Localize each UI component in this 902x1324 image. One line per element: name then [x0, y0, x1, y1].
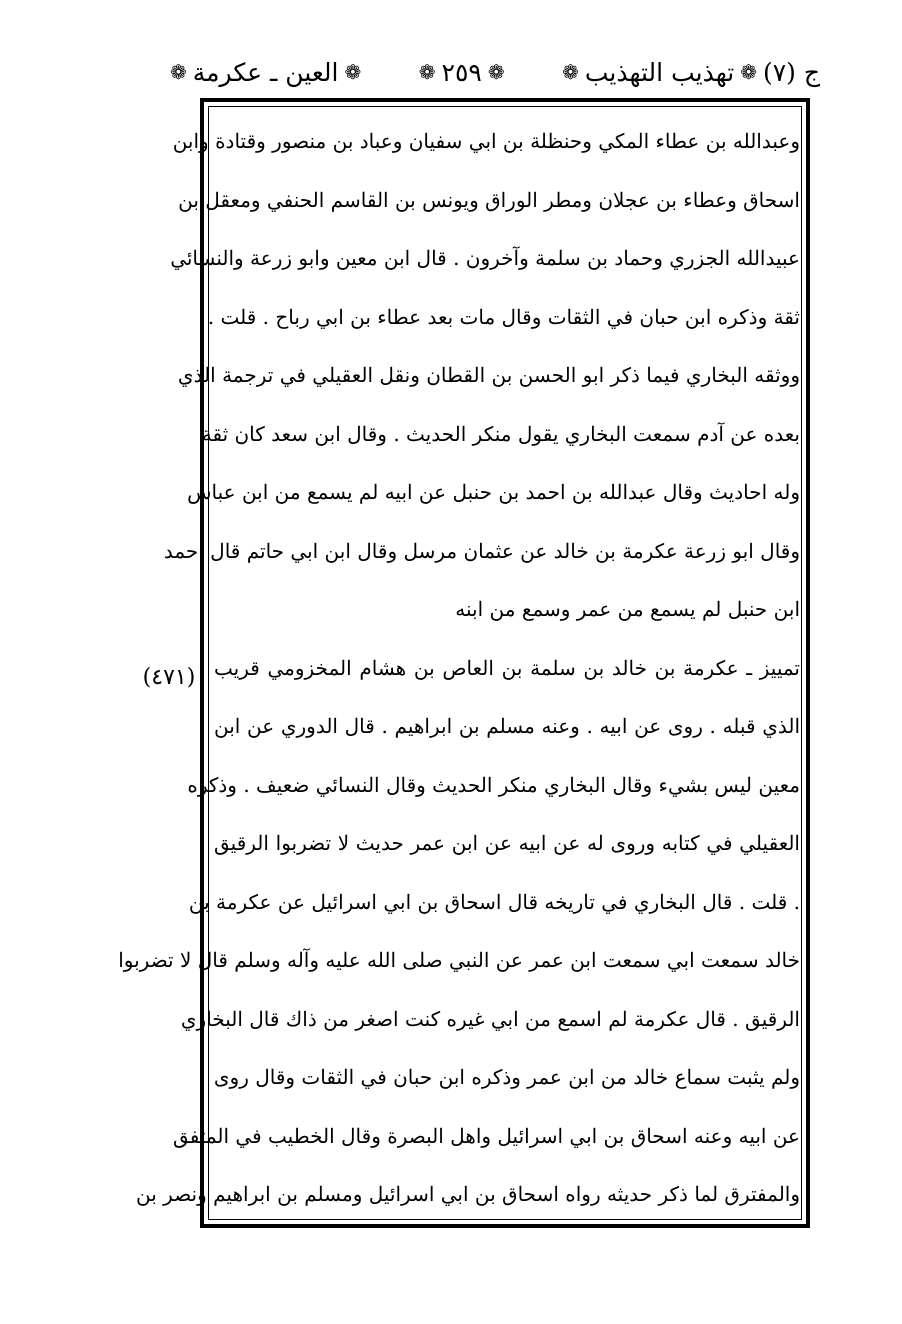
text-line: عبيدالله الجزري وحماد بن سلمة وآخرون . قال ابن معين وابو زرعة والنسائي — [170, 246, 800, 270]
text-line: وله احاديث وقال عبدالله بن احمد بن حنبل عن ابيه لم يسمع من ابن عباس — [187, 480, 800, 504]
flower-ornament-icon: ❁ — [170, 60, 187, 84]
text-line: . قلت . قال البخاري في تاريخه قال اسحاق بن ابي اسرائيل عن عكرمة بن — [188, 889, 800, 914]
text-line: خالد سمعت ابي سمعت ابن عمر عن النبي صلى الله عليه وآله وسلم قال لا تضربوا — [118, 948, 800, 972]
margin-entry-number: (٤٧١) — [142, 665, 196, 690]
header-volume-group — [562, 58, 820, 87]
flower-ornament-icon: ❁ — [344, 60, 362, 84]
text-line: عن ابيه وعنه اسحاق بن ابي اسرائيل واهل البصرة وقال الخطيب في المتفق — [173, 1123, 800, 1148]
text-line: والمفترق لما ذكر حديثه رواه اسحاق بن ابي اسرائيل ومسلم بن ابراهيم ونصر بن — [136, 1182, 800, 1206]
text-line: العقيلي في كتابه وروى له عن ابيه عن ابن عمر حديث لا تضربوا الرقيق — [214, 831, 800, 855]
text-line: ووثقه البخاري فيما ذكر ابو الحسن بن القطان ونقل العقيلي في ترجمة الذي — [177, 363, 800, 387]
text-line: بعده عن آدم سمعت البخاري يقول منكر الحديث . وقال ابن سعد كان ثقة — [201, 421, 800, 446]
text-line: الذي قبله . روى عن ابيه . وعنه مسلم بن ابراهيم . قال الدوري عن ابن — [214, 714, 800, 738]
header-page-group — [419, 58, 505, 87]
text-line: ثقة وذكره ابن حبان في الثقات وقال مات بعد عطاء بن ابي رباح . قلت . — [207, 304, 800, 329]
flower-ornament-icon: ❁ — [740, 60, 757, 84]
page-number: ٢٥٩ — [441, 57, 482, 87]
header-volume: ج (٧) — [762, 57, 820, 87]
flower-ornament-icon: ❁ — [487, 60, 505, 84]
text-line: معين ليس بشيء وقال البخاري منكر الحديث وقال النسائي ضعيف . وذكره — [187, 772, 800, 797]
header-section-group — [170, 58, 361, 87]
header-section: العين ـ عكرمة — [192, 57, 339, 87]
header-book-title: تهذيب التهذيب — [584, 57, 735, 87]
text-line: اسحاق وعطاء بن عجلان ومطر الوراق ويونس بن القاسم الحنفي ومعقل بن — [178, 187, 800, 212]
flower-ornament-icon: ❁ — [418, 60, 436, 84]
text-line: ولم يثبت سماع خالد من ابن عمر وذكره ابن حبان في الثقات وقال روى — [213, 1065, 800, 1089]
text-line-entry-start: تمييز ـ عكرمة بن خالد بن سلمة بن العاص بن هشام المخزومي قريب — [214, 655, 800, 680]
flower-ornament-icon: ❁ — [562, 60, 579, 84]
page-header — [170, 52, 820, 92]
text-line: وقال ابو زرعة عكرمة بن خالد عن عثمان مرسل وقال ابن ابي حاتم قال احمد — [163, 538, 800, 563]
text-line: وعبدالله بن عطاء المكي وحنظلة بن ابي سفيان وعباد بن منصور وقتادة وابن — [172, 129, 800, 153]
text-line: الرقيق . قال عكرمة لم اسمع من ابي غيره كنت اصغر من ذاك قال البخاري — [180, 1006, 800, 1031]
text-line: ابن حنبل لم يسمع من عمر وسمع من ابنه — [455, 597, 800, 621]
